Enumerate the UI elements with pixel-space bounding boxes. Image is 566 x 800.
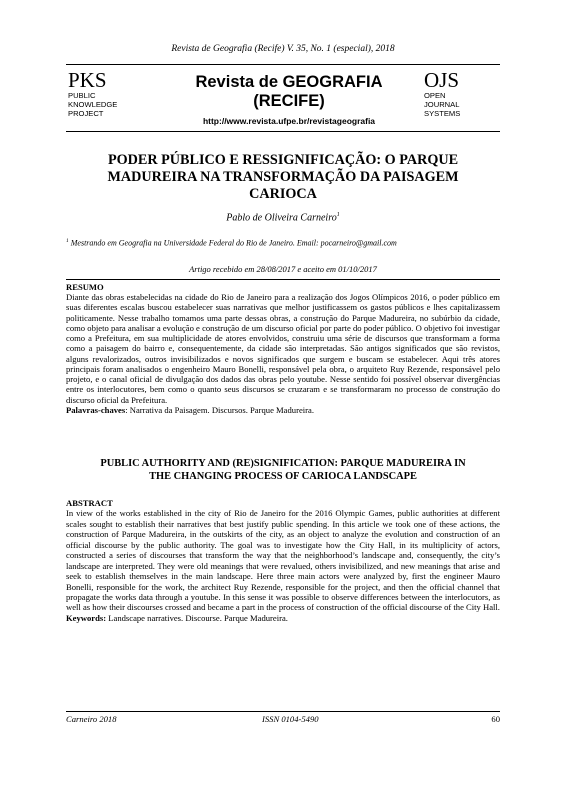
- keywords-label: Palavras-chaves: [66, 404, 126, 415]
- pkp-logo: [68, 69, 158, 118]
- ojs-line: SYSTEMS: [424, 109, 461, 118]
- author-text: Pablo de Oliveira Carneiro: [226, 212, 337, 224]
- title-line: PODER PÚBLICO E RESSIGNIFICAÇÃO: O PARQUE: [107, 152, 459, 168]
- author-affiliation: [66, 238, 506, 248]
- footer-author-year: Carneiro 2018: [66, 714, 117, 724]
- journal-url-link[interactable]: http://www.revista.ufpe.br/revistageografia: [202, 116, 376, 126]
- ojs-line: JOURNAL: [424, 100, 460, 109]
- pkp-line: KNOWLEDGE: [68, 100, 118, 109]
- journal-title-line: Revista de GEOGRAFIA: [195, 73, 383, 91]
- page-number: 60: [491, 714, 500, 724]
- journal-masthead: [66, 64, 500, 132]
- abstract-keywords: [66, 613, 500, 623]
- abstract-body: In view of the works established in the city of Rio de Janeiro for the 2016 Olympic Games, public authorities at different scales sought to establish their narratives that best justify public spending. In this article we took one of these actions, the construction of Parque Madureira, in the outskirts of the city, as an object to analyze the evolution and construction of an official discourse by the public authority. The goal was to investigate how the City Hall, in its multiplicity of actors, constructed a series of discourses that transform the way that the neighborhood’s landscape and, consequently, the city’s landscape are interpreted. They were old meanings that were revalued, others invisibilized, and new meanings that arise and seek to establish themselves in the main landscape. Here three main actors were analyzed by, first the engineer Mauro Bonelli, responsible for the work, the architect Ruy Rezende, responsible for the project, and then the official channel that propagate the works data through a youtube. In this sense it was possible to observe differences between the interlocutors, as well as how their discourses crossed and became a part in the process of construction of the official discourse of the City Hall.: [66, 508, 500, 613]
- ojs-line: OPEN: [424, 91, 446, 100]
- english-title-line: PUBLIC AUTHORITY AND (RE)SIGNIFICATION: PARQUE MADUREIRA IN: [100, 458, 466, 469]
- ojs-logo: [424, 69, 504, 118]
- abstract-heading: ABSTRACT: [66, 498, 113, 508]
- journal-title-line: (RECIFE): [253, 92, 325, 110]
- article-dates: Artigo recebido em 28/08/2017 e aceito em 01/10/2017: [189, 264, 377, 274]
- journal-name: [162, 73, 416, 126]
- pkp-line: PUBLIC: [68, 91, 96, 100]
- page-footer: [66, 711, 500, 726]
- affiliation-text: Mestrando em Geografia na Universidade Federal do Rio de Janeiro. Email: pocarneiro@gmail.com: [68, 238, 397, 248]
- title-line: CARIOCA: [249, 186, 317, 202]
- pkp-abbreviation: PKS: [68, 68, 107, 92]
- author-footnote-mark: 1: [336, 212, 340, 218]
- resumo-keywords: [66, 405, 500, 415]
- english-title-line: THE CHANGING PROCESS OF CARIOCA LANDSCAPE: [149, 471, 417, 482]
- keywords-label: Keywords:: [66, 612, 107, 623]
- keywords-text: Landscape narratives. Discourse. Parque Madureira.: [106, 612, 288, 623]
- running-header: Revista de Geografia (Recife) V. 35, No. 1 (especial), 2018: [171, 44, 395, 54]
- author-name: [0, 212, 566, 223]
- english-title: [62, 457, 504, 483]
- keywords-text: : Narrativa da Paisagem. Discursos. Parque Madureira.: [125, 404, 314, 415]
- footer-issn: ISSN 0104-5490: [262, 714, 319, 724]
- resumo-heading: RESUMO: [66, 282, 104, 292]
- abstract-section: [66, 498, 500, 623]
- pkp-line: PROJECT: [68, 109, 104, 118]
- resumo-body: Diante das obras estabelecidas na cidade do Rio de Janeiro para a realização dos Jogos Olímpicos 2016, o poder público em suas diferentes escalas buscou estabelecer suas narrativas que melhor justificassem os gastos públicos e lhes capitalizassem politicamente. Nesse trabalho tomamos uma parte dessas obras, a construção do Parque Madureira, no subúrbio da cidade, como objeto para analisar a evolução e construção de um discurso oficial por parte do poder público. O objetivo foi investigar como a Prefeitura, em sua multiplicidade de atores envolvidos, construiu uma série de discursos que transformam a forma como a paisagem do bairro e, consequentemente, da cidade são interpretadas. São antigos significados que são revistos, alguns revalorizados, outros invisibilizados e novos significados que surgem e buscam se estabelecer. Aqui três atores principais foram analisados o engenheiro Mauro Bonelli, responsável pela obra, o arquiteto Ruy Rezende, responsável pelo projeto, e o canal oficial de divulgação dos dados das obras pelo youtube. Nesse sentido foi possível observar divergências entre os interlocutores, bem como o quanto seus discursos se cruzaram e se transformaram no processo de construção do discurso oficial da Prefeitura.: [66, 292, 500, 405]
- article-title: [60, 152, 506, 203]
- ojs-abbreviation: OJS: [424, 68, 460, 92]
- title-line: MADUREIRA NA TRANSFORMAÇÃO DA PAISAGEM: [107, 169, 459, 185]
- affiliation-footnote-mark: 1: [66, 238, 69, 244]
- resumo-section: [66, 279, 500, 415]
